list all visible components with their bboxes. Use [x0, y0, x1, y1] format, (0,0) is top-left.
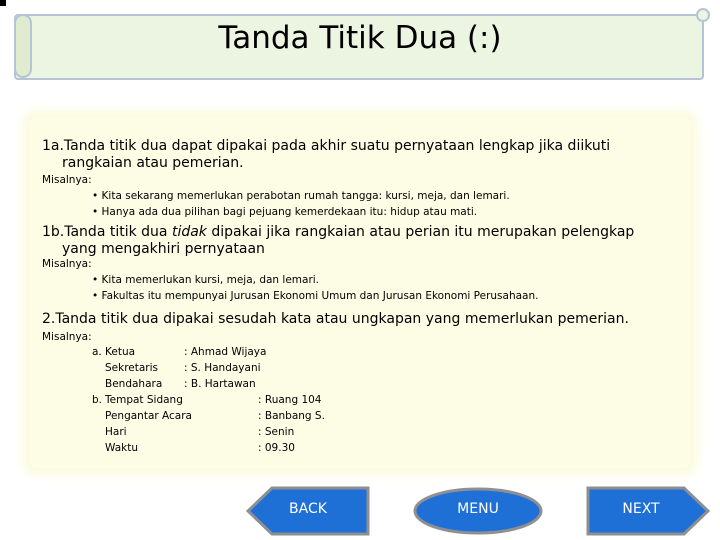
- rule-1b-heading-post: dipakai jika rangkaian atau perian itu merupakan pelengkap: [206, 224, 635, 240]
- rule-1a-example-1: • Kita sekarang memerlukan perabotan rumah tangga: kursi, meja, dan lemari.: [92, 190, 510, 202]
- list-b-label-pengantar: Pengantar Acara: [105, 410, 192, 422]
- next-button-label: NEXT: [622, 501, 660, 517]
- list-b-marker: b.: [92, 394, 103, 406]
- rule-1b-heading-italic: tidak: [171, 224, 207, 240]
- list-b-value-hari: : Senin: [258, 426, 295, 438]
- list-b-value-tempat: : Ruang 104: [258, 394, 322, 406]
- back-button[interactable]: [246, 486, 370, 536]
- rule-2-heading: 2.Tanda titik dua dipakai sesudah kata atau ungkapan yang memerlukan pemerian.: [42, 311, 629, 327]
- list-b-value-waktu: : 09.30: [258, 442, 295, 454]
- rule-2-misalnya: Misalnya:: [42, 331, 92, 343]
- rule-1b-example-1: • Kita memerlukan kursi, meja, dan lemari.: [92, 274, 320, 286]
- rule-1b-heading-cont: yang mengakhiri pernyataan: [62, 241, 265, 257]
- rule-1a-example-2: • Hanya ada dua pilihan bagi pejuang kemerdekaan itu: hidup atau mati.: [92, 206, 478, 218]
- list-b-label-tempat: Tempat Sidang: [105, 394, 183, 406]
- page-title: Tanda Titik Dua (:): [218, 20, 502, 56]
- next-button[interactable]: [586, 486, 710, 536]
- menu-button[interactable]: [412, 486, 544, 536]
- rule-1b-heading: [42, 224, 634, 240]
- list-a-label-bendahara: Bendahara: [105, 378, 163, 390]
- list-a-value-ketua: : Ahmad Wijaya: [184, 346, 267, 358]
- list-b-label-hari: Hari: [105, 426, 127, 438]
- rule-1a-misalnya: Misalnya:: [42, 174, 92, 186]
- list-a-value-bendahara: : B. Hartawan: [184, 378, 256, 390]
- list-a-label-sekretaris: Sekretaris: [105, 362, 159, 374]
- rule-1b-misalnya: Misalnya:: [42, 258, 92, 270]
- rule-1b-heading-pre: 1b.Tanda titik dua: [42, 224, 172, 240]
- menu-button-label: MENU: [457, 501, 499, 517]
- corner-mark: [0, 0, 6, 6]
- rule-1a-heading: 1a.Tanda titik dua dapat dipakai pada akhir suatu pernyataan lengkap jika diikuti: [42, 138, 611, 154]
- list-b-value-pengantar: : Banbang S.: [258, 410, 325, 422]
- list-a-label-ketua: Ketua: [105, 346, 136, 358]
- list-a-value-sekretaris: : S. Handayani: [184, 362, 261, 374]
- rule-1b-example-2: • Fakultas itu mempunyai Jurusan Ekonomi Umum dan Jurusan Ekonomi Perusahaan.: [92, 290, 539, 302]
- rule-1a-heading-cont: rangkaian atau pemerian.: [62, 155, 244, 171]
- list-a-marker: a.: [92, 346, 102, 358]
- back-button-label: BACK: [289, 501, 327, 517]
- list-b-label-waktu: Waktu: [105, 442, 138, 454]
